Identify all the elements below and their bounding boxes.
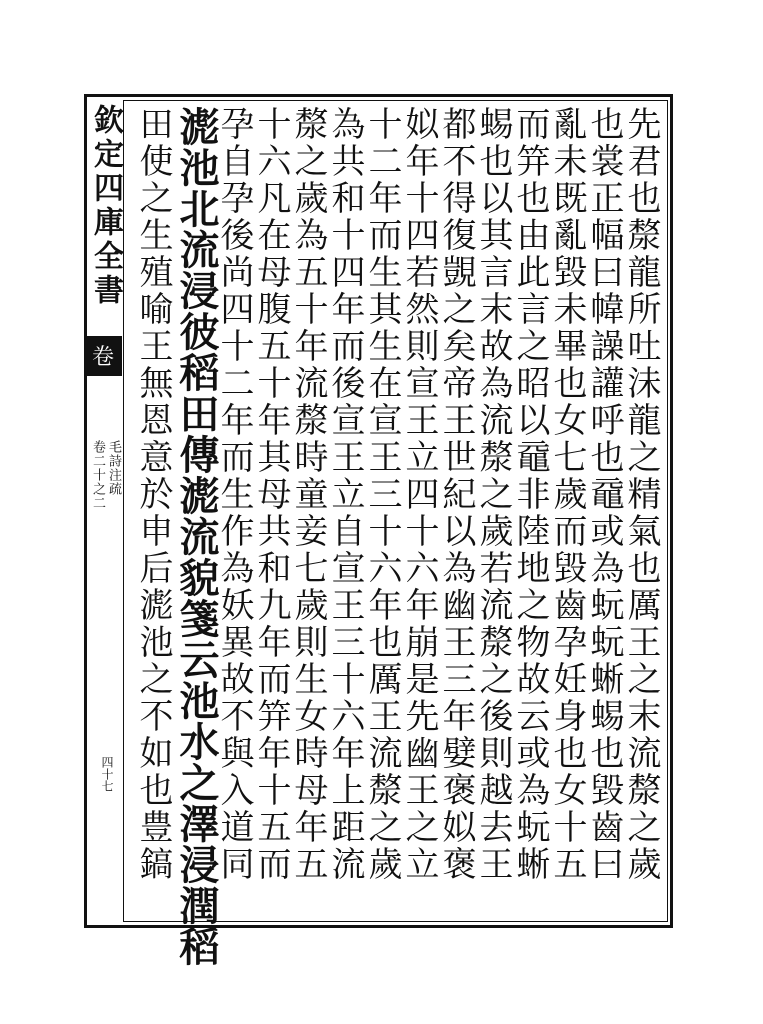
text-column-4: 而笄也由此言之昭以黿非陸地之物故云或為蚖蜥 [510, 106, 550, 883]
text-column-5: 蜴也以其言末故為流漦之歲若流漦之後則越去王 [473, 106, 513, 883]
juan-mark-label: 卷 [92, 345, 115, 370]
sub-info [90, 440, 122, 550]
page-number: 四十七 [100, 756, 114, 792]
book-title: 欽定四庫全書 [88, 104, 123, 308]
text-column-11: 十六凡在母腹五十年其母共和九年而笄年十五而 [251, 106, 291, 883]
text-column-14: 田使之生殖喻王無恩意於申后滮池之不如也豊鎬 [133, 106, 173, 883]
text-column-8: 十二年而生其生在宣王三十六年也厲王流漦之歲 [362, 106, 402, 883]
text-column-1: 先君也漦龍所吐沬龍之精氣也厲王之末流漦之歲 [621, 106, 661, 883]
text-column-2: 也裳正幅曰幃譟讙呼也黿或為蚖蚖蜥蜴也毀齒曰 [584, 106, 624, 883]
text-column-3: 亂未既亂毀未畢也女七歲而毀齒孕妊身也女十五 [547, 106, 587, 883]
book-name: 毛詩注疏 [106, 440, 121, 496]
text-column-13: 滮池北流浸彼稻田傳滮流貌箋云池水之澤浸潤稻 [173, 106, 220, 967]
text-column-7: 姒年十四若然則宣王立四十六年崩是先幽王之立 [399, 106, 439, 883]
juan-mark [86, 336, 122, 376]
text-column-12: 孕自孕後尚四十二年而生作為妖異故不與入道同 [214, 106, 254, 883]
text-column-9: 為共和十四年而後宣王立自宣王三十六年上距流 [325, 106, 365, 883]
text-column-6: 都不得復覬之矣帝王世紀以為幽王三年嬖褒姒褒 [436, 106, 476, 883]
volume-label: 卷二十之二 [90, 440, 105, 510]
text-column-10: 漦之歲為五十年流漦時童妾七歲則生女時母年五 [288, 106, 328, 883]
